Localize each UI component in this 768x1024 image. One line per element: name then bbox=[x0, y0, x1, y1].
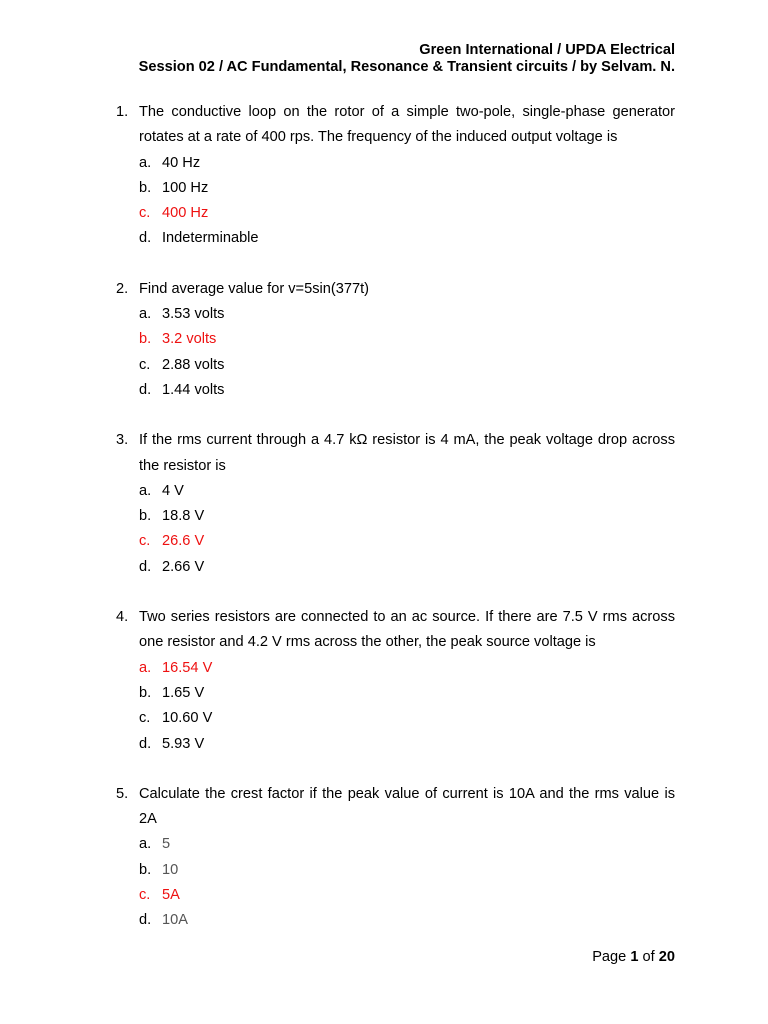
page-total: 20 bbox=[658, 949, 675, 965]
answer-option bbox=[139, 176, 675, 201]
question-text: The conductive loop on the rotor of a simple two-pole, single-phase generator rotates at a rate of 400 rps. The frequency of the induced output voltage is bbox=[139, 104, 675, 146]
option-text: 10 bbox=[162, 861, 179, 878]
option-letter: a. bbox=[139, 482, 152, 499]
option-text: 4 V bbox=[162, 482, 184, 499]
question-list bbox=[0, 100, 768, 959]
question-4 bbox=[116, 605, 675, 757]
option-letter: b. bbox=[139, 684, 152, 701]
question-3 bbox=[116, 428, 675, 580]
answer-option bbox=[139, 353, 675, 378]
option-letter: d. bbox=[139, 735, 152, 752]
option-text: 16.54 V bbox=[162, 659, 213, 676]
answer-option bbox=[139, 555, 675, 580]
question-number: 2. bbox=[116, 280, 129, 297]
question-1 bbox=[116, 100, 675, 252]
question-text: Calculate the crest factor if the peak value of current is 10A and the rms value is 2A bbox=[139, 785, 675, 828]
answer-option bbox=[139, 302, 675, 327]
option-text: 2.88 volts bbox=[162, 356, 225, 373]
question-2 bbox=[116, 277, 675, 403]
option-letter: a. bbox=[139, 306, 152, 323]
of-label: of bbox=[642, 949, 655, 965]
answer-option bbox=[139, 151, 675, 176]
option-letter: a. bbox=[139, 836, 152, 853]
question-text: If the rms current through a 4.7 kΩ resistor is 4 mA, the peak voltage drop across the resistor is bbox=[139, 432, 675, 474]
page-footer bbox=[592, 949, 675, 965]
header-line-2: Session 02 / AC Fundamental, Resonance & Transient circuits / by Selvam. N. bbox=[138, 59, 675, 75]
option-text: 400 Hz bbox=[162, 205, 209, 222]
answer-option bbox=[139, 681, 675, 706]
answer-option bbox=[139, 378, 675, 403]
option-letter: c. bbox=[139, 205, 151, 222]
option-text: 3.53 volts bbox=[162, 306, 225, 323]
answer-option bbox=[139, 732, 675, 757]
page-label: Page bbox=[592, 949, 627, 965]
option-text: 1.65 V bbox=[162, 684, 205, 701]
answer-option-correct bbox=[139, 656, 675, 681]
option-letter: c. bbox=[139, 356, 151, 373]
page-current: 1 bbox=[630, 949, 639, 965]
answer-option-correct bbox=[139, 201, 675, 226]
option-text: 26.6 V bbox=[162, 533, 205, 550]
answer-option-correct bbox=[139, 883, 675, 908]
option-letter: b. bbox=[139, 331, 152, 348]
answer-option bbox=[139, 832, 675, 857]
question-number: 5. bbox=[116, 785, 129, 802]
option-letter: c. bbox=[139, 887, 151, 904]
answer-option bbox=[139, 504, 675, 529]
page-header bbox=[139, 42, 675, 76]
option-text: 5.93 V bbox=[162, 735, 205, 752]
answer-option bbox=[139, 479, 675, 504]
option-letter: d. bbox=[139, 912, 152, 929]
option-text: 1.44 volts bbox=[162, 381, 225, 398]
option-text: 2.66 V bbox=[162, 558, 205, 575]
option-text: Indeterminable bbox=[162, 230, 259, 247]
option-text: 5 bbox=[162, 836, 171, 853]
option-text: 40 Hz bbox=[162, 154, 201, 171]
option-text: 100 Hz bbox=[162, 179, 209, 196]
option-text: 3.2 volts bbox=[162, 331, 217, 348]
option-letter: a. bbox=[139, 659, 152, 676]
answer-option-correct bbox=[139, 327, 675, 352]
answer-option bbox=[139, 858, 675, 883]
option-text: 10A bbox=[162, 912, 188, 929]
option-text: 5A bbox=[162, 887, 180, 904]
answer-option bbox=[139, 706, 675, 731]
option-letter: b. bbox=[139, 179, 152, 196]
header-line-1: Green International / UPDA Electrical bbox=[419, 42, 675, 58]
question-number: 1. bbox=[116, 104, 129, 120]
option-letter: d. bbox=[139, 381, 152, 398]
option-letter: a. bbox=[139, 154, 152, 171]
question-text: Two series resistors are connected to an ac source. If there are 7.5 V rms across one resistor and 4.2 V rms across the other, the peak source voltage is bbox=[139, 609, 675, 651]
option-letter: d. bbox=[139, 558, 152, 575]
option-text: 10.60 V bbox=[162, 710, 213, 727]
answer-option bbox=[139, 908, 675, 933]
question-5 bbox=[116, 782, 675, 934]
question-number: 4. bbox=[116, 609, 129, 626]
answer-option bbox=[139, 226, 675, 251]
option-letter: c. bbox=[139, 533, 151, 550]
answer-option-correct bbox=[139, 529, 675, 554]
question-number: 3. bbox=[116, 432, 129, 449]
option-text: 18.8 V bbox=[162, 508, 205, 525]
option-letter: d. bbox=[139, 230, 152, 247]
question-text: Find average value for v=5sin(377t) bbox=[139, 280, 369, 297]
option-letter: b. bbox=[139, 861, 152, 878]
option-letter: b. bbox=[139, 508, 152, 525]
option-letter: c. bbox=[139, 710, 151, 727]
